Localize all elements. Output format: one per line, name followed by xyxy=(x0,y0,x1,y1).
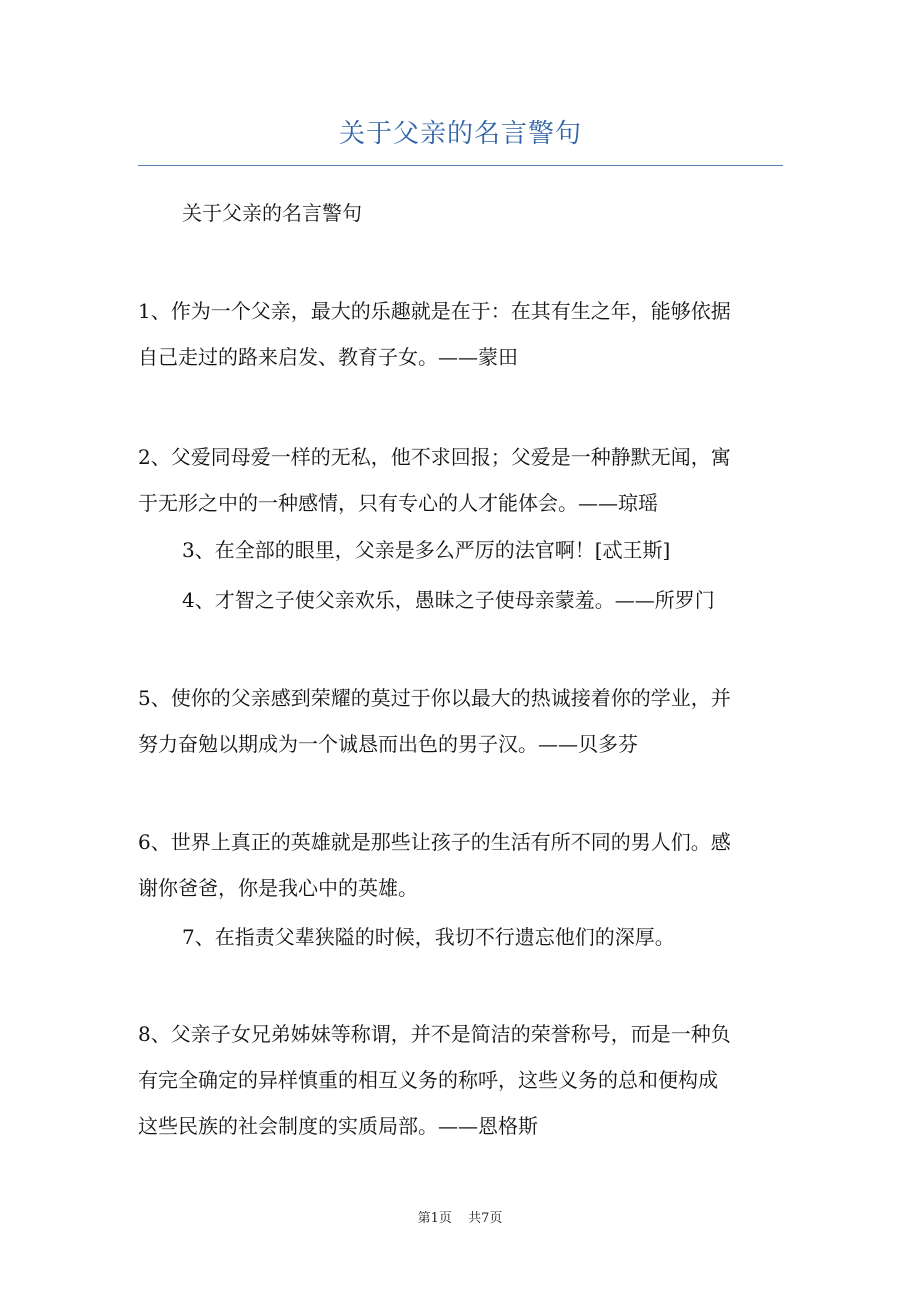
quote-line: 6、世界上真正的英雄就是那些让孩子的生活有所不同的男人们。感 xyxy=(138,830,731,854)
quote-paragraph-5 xyxy=(138,675,783,767)
quote-line: 谢你爸爸，你是我心中的英雄。 xyxy=(138,876,418,900)
page-total: 共7页 xyxy=(468,1211,503,1226)
quote-paragraph-3 xyxy=(138,527,827,573)
quote-line: 8、父亲子女兄弟姊妹等称谓，并不是简洁的荣誉称号，而是一种负 xyxy=(138,1022,731,1046)
quote-paragraph-6 xyxy=(138,819,783,911)
subtitle: 关于父亲的名言警句 xyxy=(182,201,362,225)
title-divider xyxy=(138,165,783,166)
quote-line: 4、才智之子使父亲欢乐，愚昧之子使母亲蒙羞。——所罗门 xyxy=(182,588,715,612)
quote-line: 5、使你的父亲感到荣耀的莫过于你以最大的热诚接着你的学业，并 xyxy=(138,686,731,710)
quote-line: 2、父爱同母爱一样的无私，他不求回报；父爱是一种静默无闻，寓 xyxy=(138,445,731,469)
quote-paragraph-2 xyxy=(138,434,783,526)
quote-paragraph-8 xyxy=(138,1011,783,1149)
quote-paragraph-7 xyxy=(138,914,827,960)
quote-paragraph-1 xyxy=(138,288,783,380)
quote-line: 这些民族的社会制度的实质局部。——恩格斯 xyxy=(138,1114,538,1138)
quote-line: 7、在指责父辈狭隘的时候，我切不行遗忘他们的深厚。 xyxy=(182,925,675,949)
quote-line: 3、在全部的眼里，父亲是多么严厉的法官啊！[忒王斯] xyxy=(182,538,671,562)
quote-paragraph-4 xyxy=(138,577,827,623)
page-footer xyxy=(0,1207,920,1226)
quote-line: 努力奋勉以期成为一个诚恳而出色的男子汉。——贝多芬 xyxy=(138,732,638,756)
quote-line: 于无形之中的一种感情，只有专心的人才能体会。——琼瑶 xyxy=(138,491,658,515)
quote-line: 自己走过的路来启发、教育子女。——蒙田 xyxy=(138,345,518,369)
page-number: 第1页 xyxy=(417,1211,452,1226)
document-title: 关于父亲的名言警句 xyxy=(338,119,582,149)
quote-line: 有完全确定的异样慎重的相互义务的称呼，这些义务的总和便构成 xyxy=(138,1068,718,1092)
quote-line: 1、作为一个父亲，最大的乐趣就是在于：在其有生之年，能够依据 xyxy=(138,299,731,323)
